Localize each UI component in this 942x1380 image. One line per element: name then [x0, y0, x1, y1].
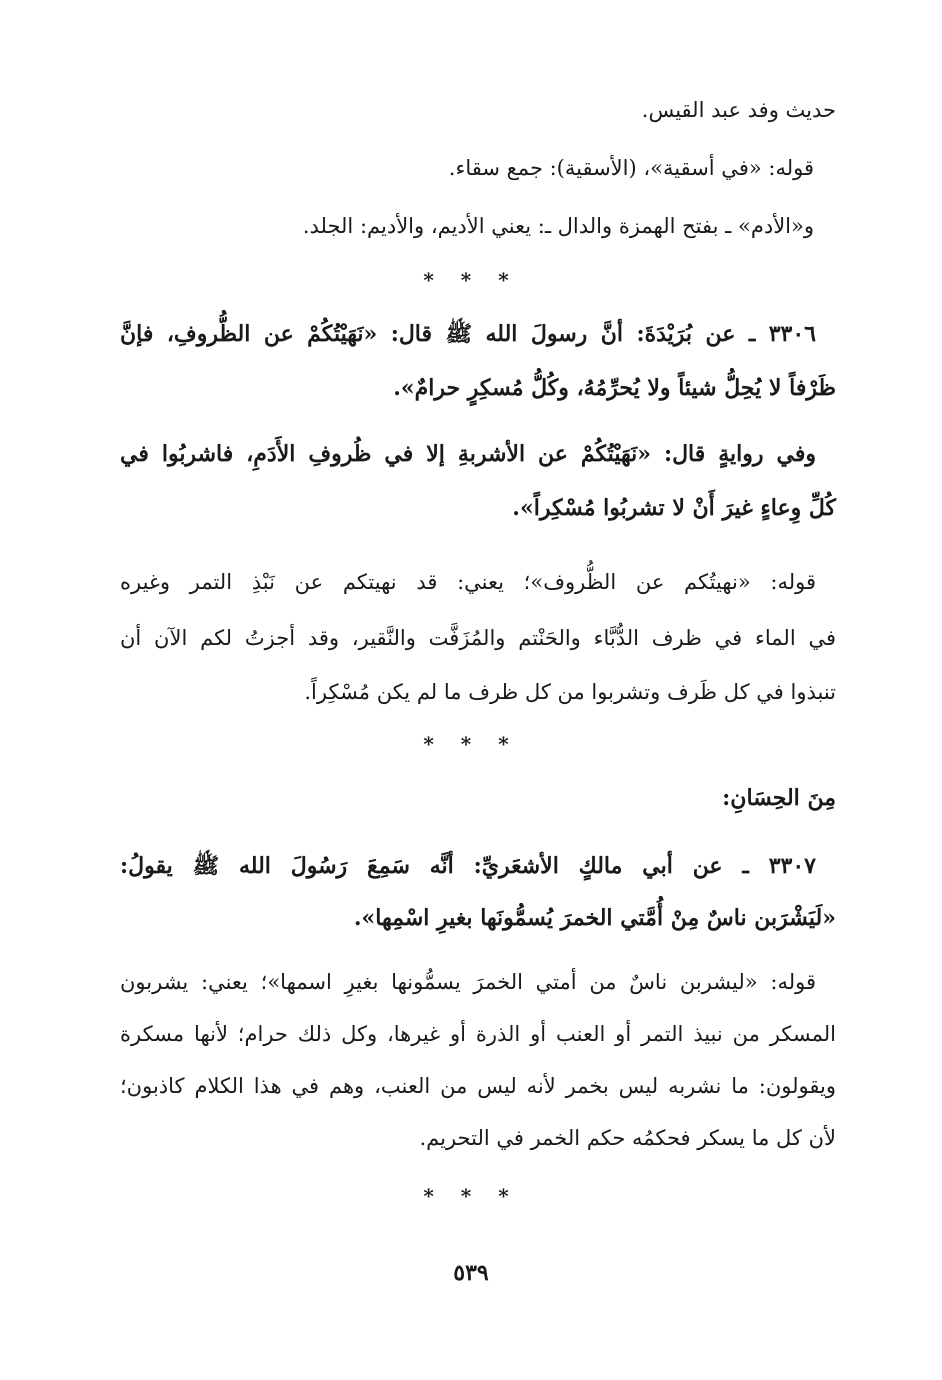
text-line: حديث وفد عبد القيس.: [641, 98, 836, 122]
commentary-line: المسكر من نبيذ التمر أو العنب أو الذرة أو غيرها، وكل ذلك حرام؛ لأنها مسكرة: [120, 1022, 836, 1046]
text-line: و«الأدم» ـ بفتح الهمزة والدال ـ: يعني الأديم، والأديم: الجلد.: [302, 214, 814, 238]
section-separator: * * *: [423, 1184, 519, 1208]
page-number: ٥٣٩: [453, 1260, 489, 1286]
hadith-line: ٣٣٠٦ ـ عن بُرَيْدَةَ: أنَّ رسولَ الله ﷺ قال: «نَهَيْتُكُمْ عن الظُّروفِ، فإنَّ: [120, 321, 816, 347]
hadith-line: ٣٣٠٧ ـ عن أبي مالكٍ الأشعَريِّ: أنَّه سَمِعَ رَسُولَ الله ﷺ يقولُ:: [120, 853, 816, 879]
commentary-line: قوله: «نهيتُكم عن الظُّروف»؛ يعني: قد نهيتكم عن نَبْذِ التمر وغيره: [120, 570, 816, 594]
hadith-line: ظَرْفاً لا يُحِلُّ شيئاً ولا يُحرِّمُهُ، وكُلُّ مُسكِرٍ حرامٌ».: [393, 375, 836, 401]
hadith-line: وفي روايةٍ قال: «نَهَيْتُكُمْ عن الأشربةِ إلا في ظُروفِ الأَدَمِ، فاشربُوا في: [120, 441, 816, 467]
commentary-line: قوله: «ليشربن ناسٌ من أمتي الخمرَ يسمُّونها بغيرِ اسمها»؛ يعني: يشربون: [120, 970, 816, 994]
commentary-line: في الماء في ظرف الدُّبَّاء والحَنْتم والمُزَفَّت والنَّقير، وقد أجزتُ لكم الآن أن: [120, 626, 836, 650]
hadith-line: «لَيَشْرَبن ناسٌ مِنْ أُمَّتي الخمرَ يُسمُّونَها بغيرِ اسْمِها».: [353, 905, 836, 931]
hadith-line: كُلِّ وِعاءٍ غيرَ أَنْ لا تشربُوا مُسْكِراً».: [512, 495, 836, 521]
commentary-line: ويقولون: ما نشربه ليس بخمر لأنه ليس من العنب، وهم في هذا الكلام كاذبون؛: [120, 1074, 836, 1098]
commentary-line: لأن كل ما يسكر فحكمُه حكم الخمر في التحريم.: [419, 1126, 836, 1150]
section-heading: مِنَ الحِسَانِ:: [722, 785, 836, 811]
section-separator: * * *: [423, 268, 519, 292]
commentary-line: تنبذوا في كل ظَرف وتشربوا من كل ظرف ما لم يكن مُسْكِراً.: [304, 680, 836, 704]
text-line: قوله: «في أسقية»، (الأسقية): جمع سقاء.: [448, 156, 814, 180]
section-separator: * * *: [423, 732, 519, 756]
